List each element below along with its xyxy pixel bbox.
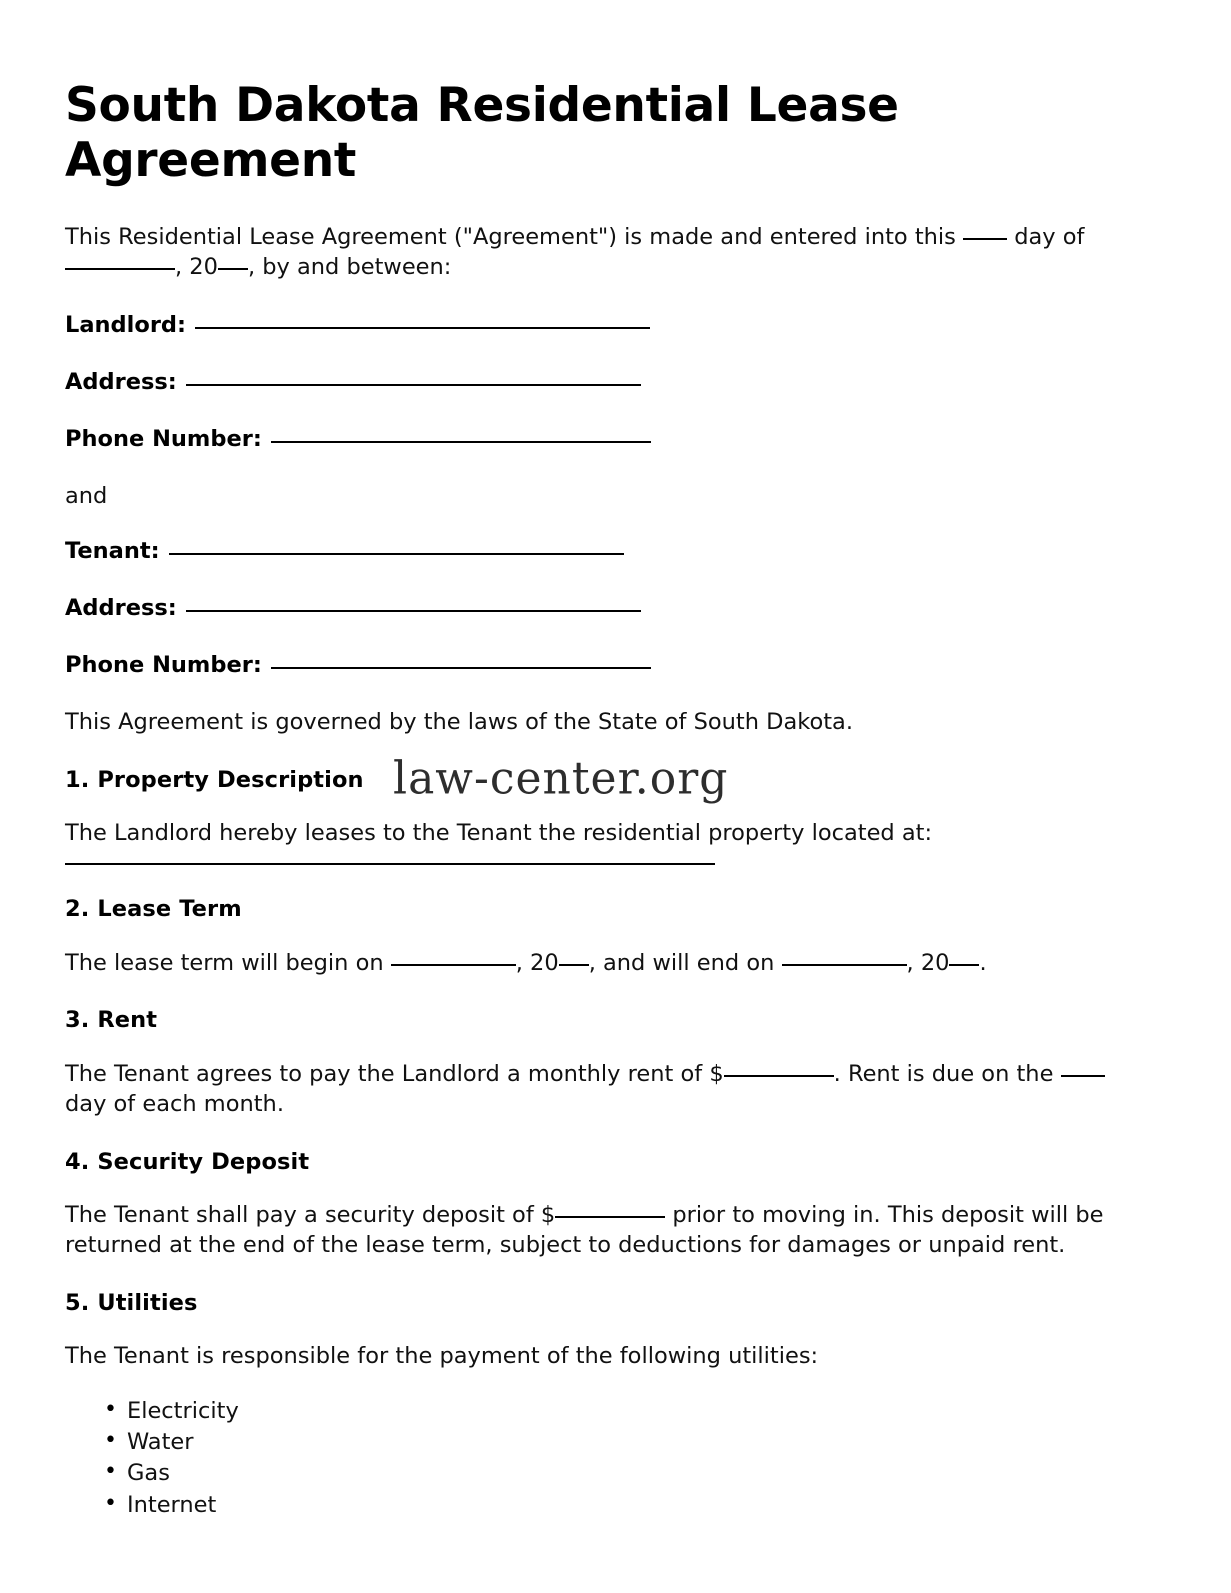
property-address-blank[interactable] — [65, 863, 715, 865]
lease-term-text-a: The lease term will begin on — [65, 949, 384, 976]
lease-term-body — [65, 949, 1142, 979]
landlord-address-blank[interactable] — [186, 384, 641, 386]
conjunction-and: and — [65, 482, 108, 509]
intro-text-part2: day of — [1014, 223, 1085, 250]
landlord-name-row — [65, 311, 1142, 341]
list-item: • Electricity — [127, 1397, 1142, 1426]
rent-text-c: day of each month. — [65, 1090, 284, 1117]
lease-term-text-b: , 20 — [515, 949, 559, 976]
section-heading-security-deposit: 4. Security Deposit — [65, 1148, 310, 1175]
intro-text-part4: , by and between: — [247, 253, 452, 280]
document-body — [65, 78, 1142, 1522]
landlord-name-label: Landlord: — [65, 311, 187, 338]
section-heading-lease-term: 2. Lease Term — [65, 896, 242, 923]
intro-text-part3: , 20 — [175, 253, 218, 280]
page-title: South Dakota Residential Lease Agreement — [65, 78, 899, 189]
rent-due-day-blank[interactable] — [1061, 1075, 1105, 1077]
landlord-phone-blank[interactable] — [271, 441, 651, 443]
tenant-name-label: Tenant: — [65, 538, 160, 565]
lease-end-year-blank[interactable] — [949, 964, 979, 966]
tenant-address-row — [65, 594, 1142, 624]
security-deposit-body — [65, 1201, 1142, 1261]
utilities-body: The Tenant is responsible for the payment of the following utilities: — [65, 1342, 819, 1369]
landlord-phone-label: Phone Number: — [65, 425, 262, 452]
lease-start-year-blank[interactable] — [559, 964, 589, 966]
security-deposit-amount-blank[interactable] — [555, 1216, 665, 1218]
landlord-name-blank[interactable] — [195, 327, 650, 329]
security-deposit-text-b: prior to moving in. This deposit will be returned at the end of the lease term, subject to deductions for damages or unpaid rent. — [65, 1201, 1104, 1258]
rent-text-a: The Tenant agrees to pay the Landlord a monthly rent of $ — [65, 1060, 724, 1087]
tenant-name-blank[interactable] — [169, 553, 624, 555]
intro-year-blank — [218, 268, 248, 270]
tenant-phone-blank[interactable] — [271, 667, 651, 669]
lease-start-month-blank[interactable] — [391, 964, 516, 966]
landlord-address-label: Address: — [65, 368, 177, 395]
lease-end-month-blank[interactable] — [782, 964, 907, 966]
rent-body — [65, 1060, 1142, 1120]
intro-month-blank — [65, 268, 175, 270]
lease-term-text-e: . — [979, 949, 987, 976]
list-item: • Water — [127, 1428, 1142, 1457]
intro-paragraph — [65, 223, 1142, 283]
landlord-phone-row — [65, 425, 1142, 455]
rent-text-b: . Rent is due on the — [833, 1060, 1054, 1087]
property-description-body: The Landlord hereby leases to the Tenant the residential property located at: — [65, 820, 933, 847]
utilities-list — [65, 1397, 1142, 1520]
tenant-address-label: Address: — [65, 595, 177, 622]
tenant-phone-label: Phone Number: — [65, 652, 262, 679]
rent-amount-blank[interactable] — [724, 1075, 834, 1077]
governing-law-paragraph: This Agreement is governed by the laws of the State of South Dakota. — [65, 709, 853, 736]
tenant-address-blank[interactable] — [186, 610, 641, 612]
section-heading-rent: 3. Rent — [65, 1007, 158, 1034]
watermark: law-center.org — [393, 752, 729, 805]
lease-term-text-c: , and will end on — [588, 949, 775, 976]
landlord-address-row — [65, 368, 1142, 398]
section-heading-utilities: 5. Utilities — [65, 1289, 198, 1316]
security-deposit-text-a: The Tenant shall pay a security deposit of $ — [65, 1201, 556, 1228]
lease-term-text-d: , 20 — [906, 949, 950, 976]
tenant-name-row — [65, 537, 1142, 567]
tenant-phone-row — [65, 651, 1142, 681]
intro-day-blank — [963, 238, 1007, 240]
list-item: • Internet — [127, 1491, 1142, 1520]
list-item: • Gas — [127, 1459, 1142, 1488]
section-heading-property-description: 1. Property Description — [65, 767, 364, 794]
intro-text-part1: This Residential Lease Agreement ("Agreement") is made and entered into this — [65, 223, 956, 250]
